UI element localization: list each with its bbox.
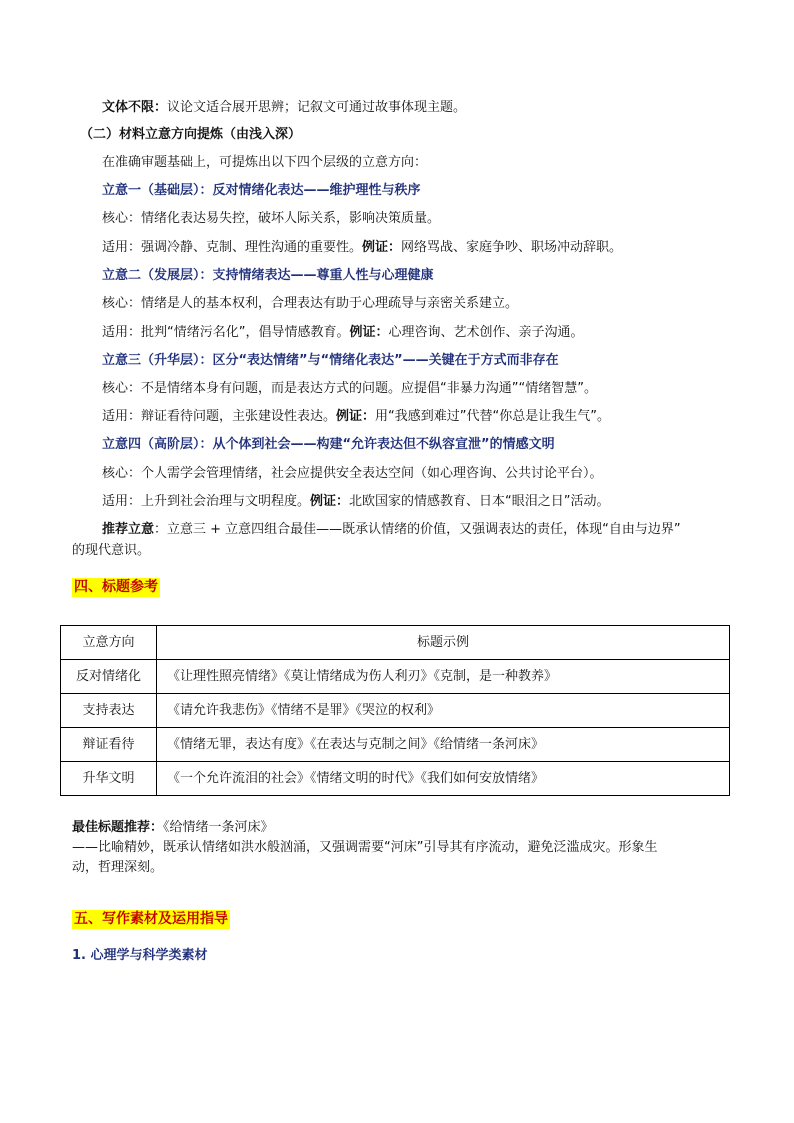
core-label: 核心： bbox=[102, 296, 142, 311]
genre-line bbox=[102, 100, 466, 116]
level3-apply bbox=[102, 409, 610, 425]
level4-apply bbox=[102, 494, 610, 510]
genre-label: 文体不限： bbox=[102, 100, 168, 115]
core-text: 个人需学会管理情绪，社会应提供安全表达空间（如心理咨询、公共讨论平台）。 bbox=[141, 466, 603, 481]
table-cell-direction: 反对情绪化 bbox=[61, 660, 157, 694]
example-label: 例证： bbox=[310, 494, 350, 509]
example-label: 例证： bbox=[349, 325, 389, 340]
apply-label: 适用： bbox=[102, 325, 142, 340]
table-row bbox=[61, 694, 730, 728]
level1-title: 立意一（基础层）：反对情绪化表达——维护理性与秩序 bbox=[102, 183, 421, 198]
level2-apply bbox=[102, 325, 584, 341]
subsection-heading: 1. 心理学与科学类素材 bbox=[72, 948, 208, 963]
example-text: 用“我感到难过”代替“你总是让我生气”。 bbox=[375, 409, 610, 424]
best-title-line bbox=[72, 820, 274, 836]
core-label: 核心： bbox=[102, 466, 142, 481]
core-text: 不是情绪本身有问题，而是表达方式的问题。应提倡“非暴力沟通”“情绪智慧”。 bbox=[141, 381, 597, 396]
table-header: 标题示例 bbox=[157, 626, 730, 660]
table-header: 立意方向 bbox=[61, 626, 157, 660]
apply-text: 强调冷静、克制、理性沟通的重要性。 bbox=[141, 240, 363, 255]
level4-core bbox=[102, 466, 603, 482]
table-cell-titles: 《请允许我悲伤》《情绪不是罪》《哭泣的权利》 bbox=[157, 694, 730, 728]
section5-heading: 五、写作素材及运用指导 bbox=[74, 911, 228, 927]
table-cell-direction: 辩证看待 bbox=[61, 728, 157, 762]
recommend-text: ：立意三 + 立意四组合最佳——既承认情绪的价值，又强调表达的责任，体现“自由与边界” bbox=[154, 522, 681, 537]
example-label: 例证： bbox=[362, 240, 402, 255]
apply-text: 辩证看待问题，主张建设性表达。 bbox=[141, 409, 337, 424]
table-row bbox=[61, 762, 730, 796]
level3-core bbox=[102, 381, 597, 397]
table-header-row bbox=[61, 626, 730, 660]
table-cell-titles: 《让理性照亮情绪》《莫让情绪成为伤人利刃》《克制，是一种教养》 bbox=[157, 660, 730, 694]
best-title-desc-1: ——比喻精妙，既承认情绪如洪水般汹涌，又强调需要“河床”引导其有序流动，避免泛滥成灾。形象生 bbox=[72, 840, 658, 855]
core-label: 核心： bbox=[102, 211, 142, 226]
recommend-line bbox=[102, 522, 681, 538]
genre-text: 议论文适合展开思辨；记叙文可通过故事体现主题。 bbox=[167, 100, 467, 115]
best-title-value: 《给情绪一条河床》 bbox=[163, 820, 274, 835]
best-title-label: 最佳标题推荐： bbox=[72, 820, 164, 835]
example-text: 网络骂战、家庭争吵、职场冲动辞职。 bbox=[401, 240, 623, 255]
apply-label: 适用： bbox=[102, 409, 142, 424]
table-cell-titles: 《情绪无罪，表达有度》《在表达与克制之间》《给情绪一条河床》 bbox=[157, 728, 730, 762]
apply-text: 批判“情绪污名化”，倡导情感教育。 bbox=[141, 325, 350, 340]
table-row bbox=[61, 660, 730, 694]
section2-heading: （二）材料立意方向提炼（由浅入深） bbox=[80, 127, 302, 142]
core-text: 情绪化表达易失控，破坏人际关系，影响决策质量。 bbox=[141, 211, 441, 226]
example-text: 心理咨询、艺术创作、亲子沟通。 bbox=[388, 325, 584, 340]
table-cell-direction: 升华文明 bbox=[61, 762, 157, 796]
recommend-label: 推荐立意 bbox=[102, 522, 155, 537]
level2-core bbox=[102, 296, 518, 312]
apply-text: 上升到社会治理与文明程度。 bbox=[141, 494, 311, 509]
core-text: 情绪是人的基本权利，合理表达有助于心理疏导与亲密关系建立。 bbox=[141, 296, 519, 311]
recommend-line-2: 的现代意识。 bbox=[72, 543, 151, 558]
core-label: 核心： bbox=[102, 381, 142, 396]
level4-title: 立意四（高阶层）：从个体到社会——构建“允许表达但不纵容宣泄”的情感文明 bbox=[102, 437, 555, 452]
table-cell-titles: 《一个允许流泪的社会》《情绪文明的时代》《我们如何安放情绪》 bbox=[157, 762, 730, 796]
example-text: 北欧国家的情感教育、日本“眼泪之日”活动。 bbox=[349, 494, 610, 509]
table-cell-direction: 支持表达 bbox=[61, 694, 157, 728]
level1-core bbox=[102, 211, 440, 227]
apply-label: 适用： bbox=[102, 240, 142, 255]
section4-heading: 四、标题参考 bbox=[74, 579, 158, 595]
level2-title: 立意二（发展层）：支持情绪表达——尊重人性与心理健康 bbox=[102, 268, 434, 283]
best-title-desc-2: 动，哲理深刻。 bbox=[72, 860, 164, 875]
apply-label: 适用： bbox=[102, 494, 142, 509]
section2-intro: 在准确审题基础上，可提炼出以下四个层级的立意方向： bbox=[102, 155, 428, 170]
example-label: 例证： bbox=[336, 409, 376, 424]
level3-title: 立意三（升华层）：区分“表达情绪”与“情绪化表达”——关键在于方式而非存在 bbox=[102, 353, 559, 368]
table-row bbox=[61, 728, 730, 762]
level1-apply bbox=[102, 240, 622, 256]
title-table bbox=[60, 625, 730, 796]
